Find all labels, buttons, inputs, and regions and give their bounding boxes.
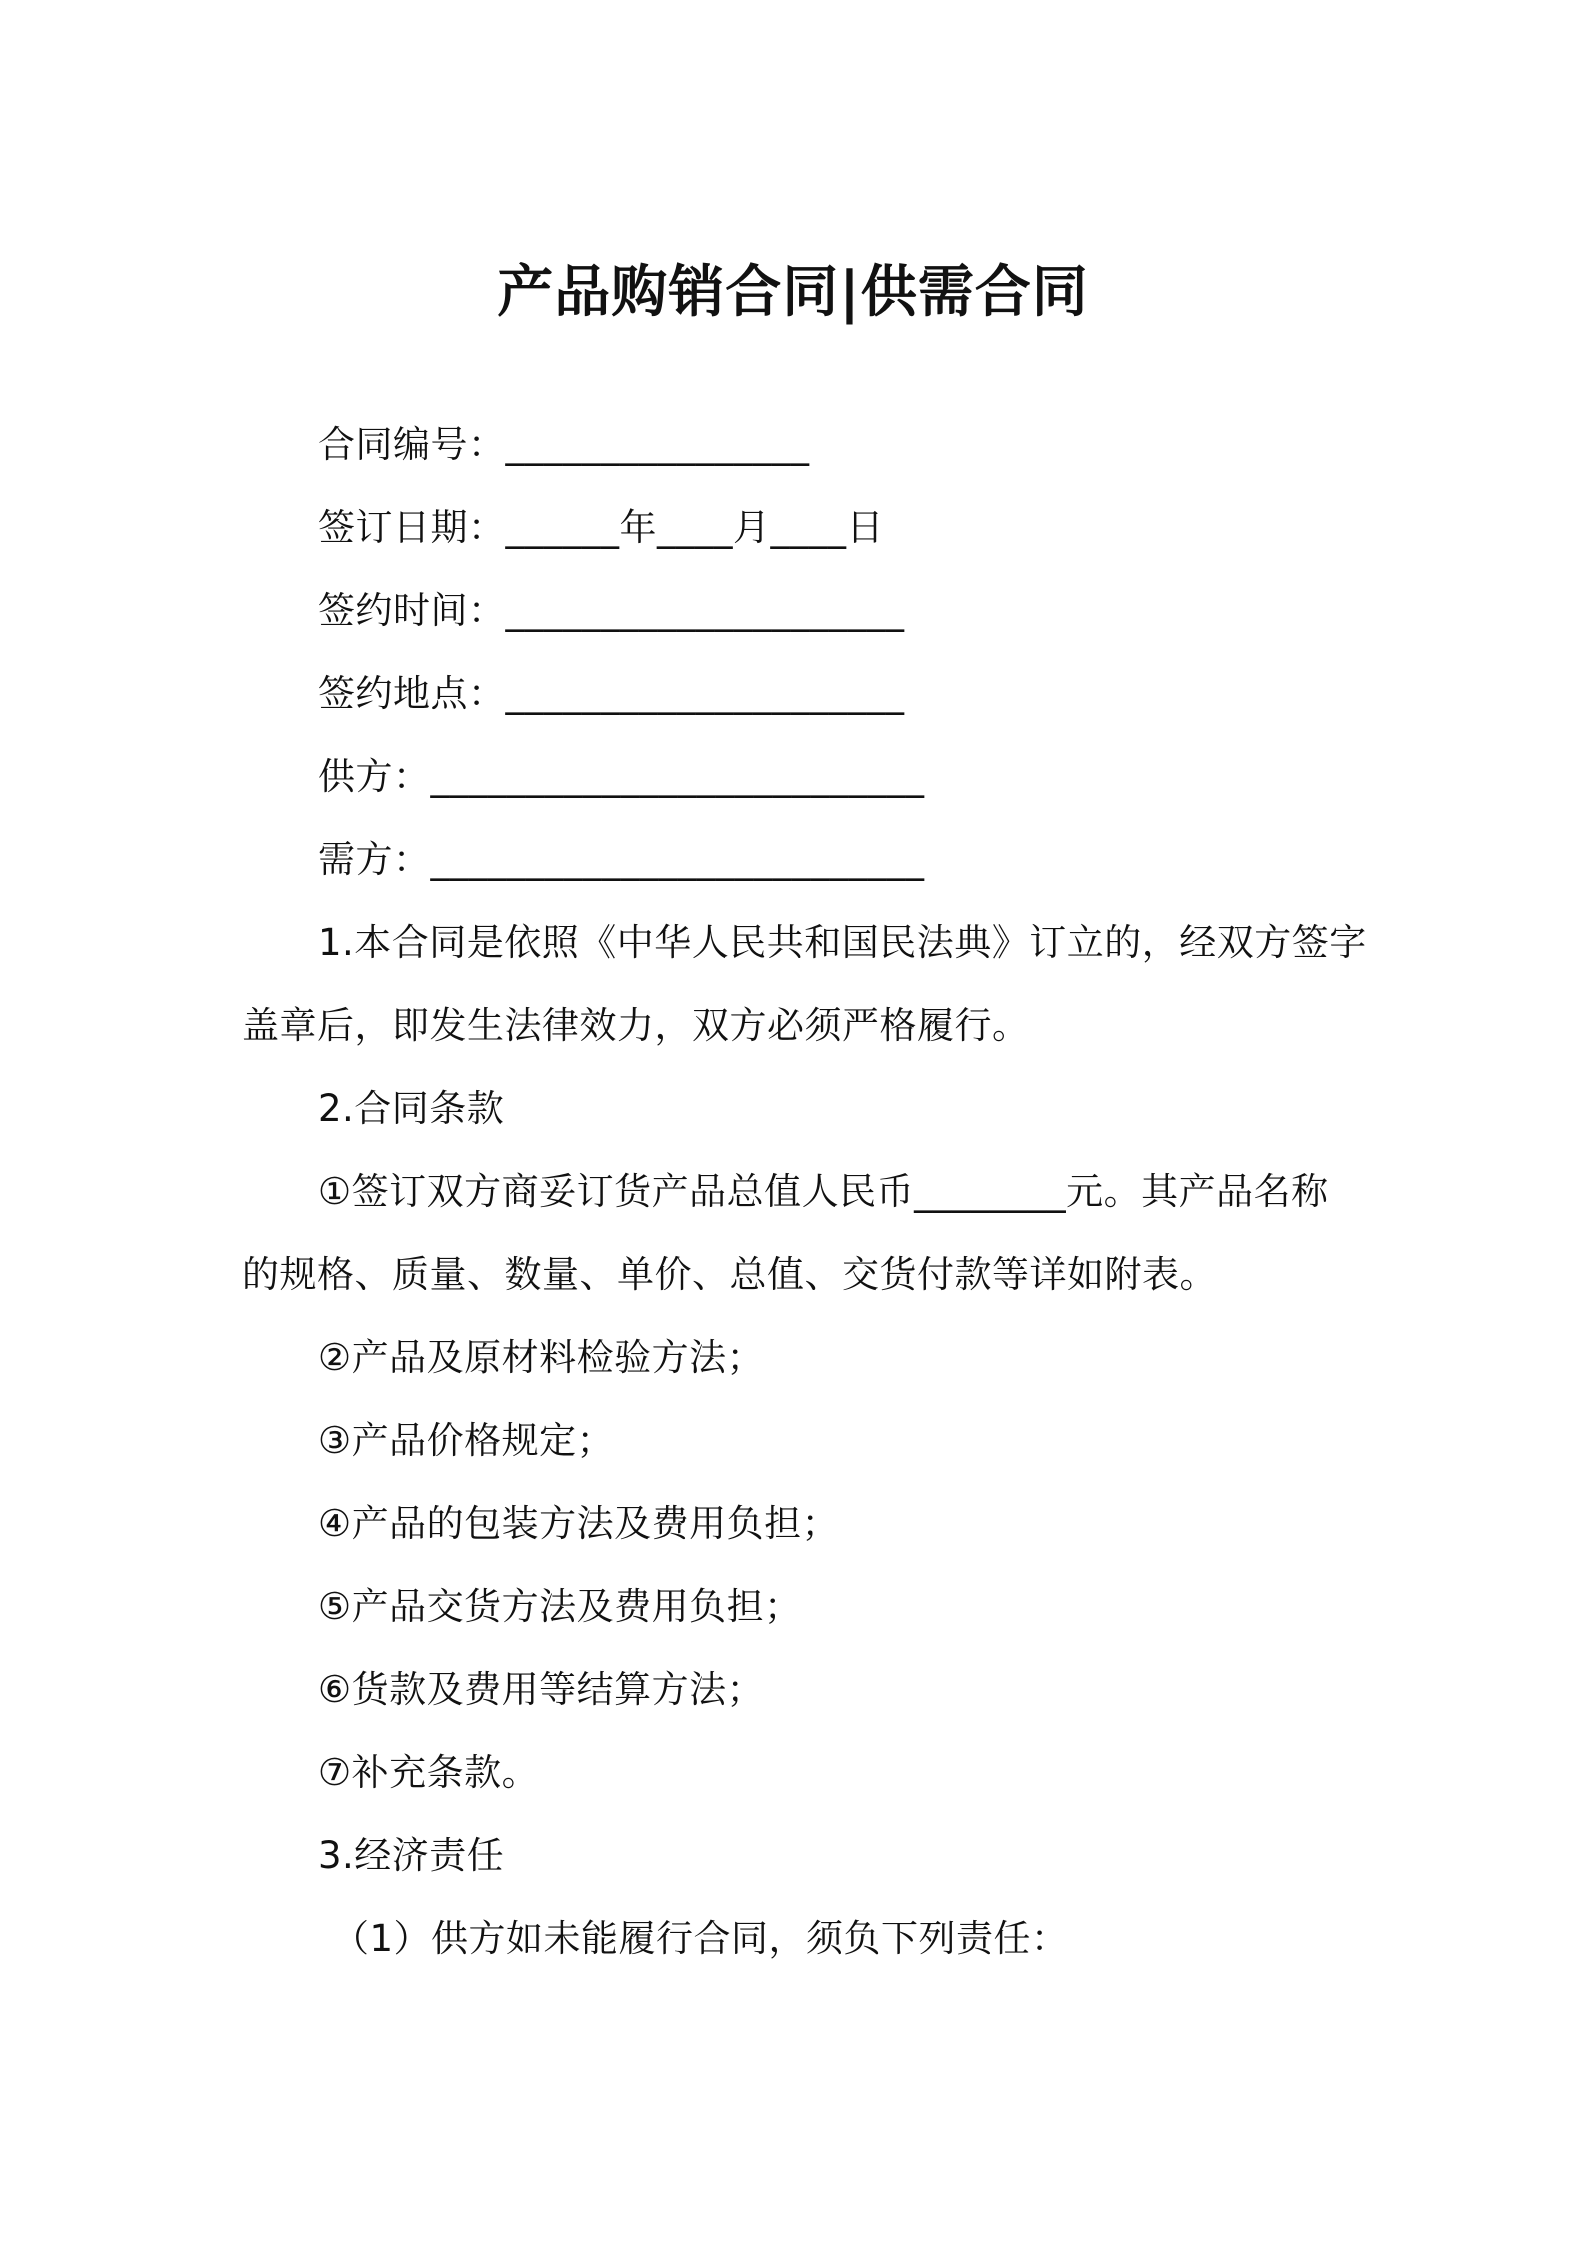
sign-date-field: 签订日期：______年____月____日 [318,506,884,549]
clause-2-heading: 2.合同条款 [318,1087,505,1130]
contract-number-field: 合同编号：________________ [318,423,810,466]
clause-1-line-1: 1.本合同是依照《中华人民共和国民法典》订立的，经双方签字 [318,921,1367,964]
clause-2-item-5: ⑤产品交货方法及费用负担； [318,1585,802,1628]
clause-2-item-1-line-1: ①签订双方商妥订货产品总值人民币________元。其产品名称 [318,1170,1329,1213]
sign-time-field: 签约时间：_____________________ [318,589,905,632]
clause-3-sub-1: （1）供方如未能履行合同，须负下列责任： [332,1917,1069,1960]
clause-2-item-3: ③产品价格规定； [318,1419,615,1462]
clause-2-item-7: ⑦补充条款。 [318,1751,540,1794]
clause-2-item-6: ⑥货款及费用等结算方法； [318,1668,765,1711]
supplier-field: 供方：__________________________ [318,755,925,798]
sign-place-field: 签约地点：_____________________ [318,672,905,715]
clause-2-item-2: ②产品及原材料检验方法； [318,1336,765,1379]
clause-2-item-1-line-2: 的规格、质量、数量、单价、总值、交货付款等详如附表。 [242,1253,1217,1296]
clause-1-line-2: 盖章后，即发生法律效力，双方必须严格履行。 [242,1004,1030,1047]
clause-2-item-4: ④产品的包装方法及费用负担； [318,1502,840,1545]
clause-3-heading: 3.经济责任 [318,1834,505,1877]
document-title: 产品购销合同|供需合同 [497,260,1089,325]
buyer-field: 需方：__________________________ [318,838,925,881]
